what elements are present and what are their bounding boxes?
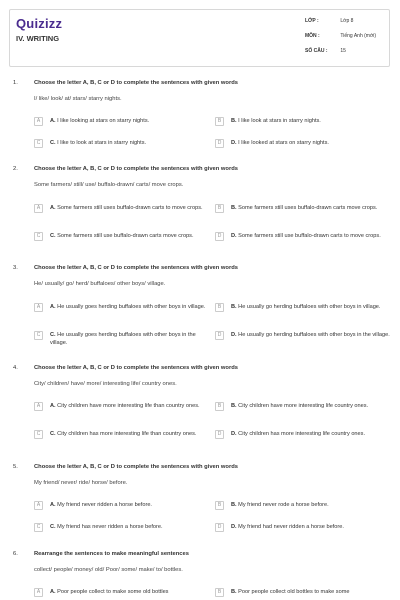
- option-text: [231, 205, 391, 213]
- question-number: 6.: [13, 551, 18, 557]
- option-letter-box[interactable]: C: [34, 232, 43, 241]
- option-label: A.: [50, 403, 56, 409]
- option-sentence: City children have more interesting life than country ones.: [57, 403, 200, 409]
- quizizz-logo: Quizizz: [16, 16, 63, 31]
- option-label: D.: [231, 140, 237, 146]
- answer-option-c[interactable]: [34, 331, 214, 351]
- option-letter-box[interactable]: B: [215, 303, 224, 312]
- worksheet-header: [9, 9, 390, 67]
- answer-option-d[interactable]: [215, 331, 395, 351]
- answer-option-c[interactable]: [34, 430, 214, 450]
- question-number: 5.: [13, 464, 18, 470]
- option-label: D.: [231, 233, 237, 239]
- option-text: [231, 524, 391, 532]
- question-prompt: He/ usually/ go/ herd/ buffaloes/ other boys/ village.: [34, 281, 166, 287]
- option-sentence: I like looked at stars on starry nights.: [238, 140, 329, 146]
- option-sentence: I like to look at stars in starry nights.: [57, 140, 147, 146]
- option-label: A.: [50, 118, 56, 124]
- answer-option-c[interactable]: [34, 523, 214, 535]
- option-sentence: Some farmers still use buffalo-drawn carts move crops.: [57, 233, 194, 239]
- answer-option-d[interactable]: [215, 430, 395, 450]
- question-instruction: Rearrange the sentences to make meaningful sentences: [34, 551, 189, 557]
- question-prompt: I/ like/ look/ at/ stars/ starry nights.: [34, 96, 122, 102]
- answer-option-c[interactable]: [34, 232, 214, 252]
- option-letter-box[interactable]: A: [34, 501, 43, 510]
- option-letter-box[interactable]: D: [215, 232, 224, 241]
- option-sentence: Some farmers still uses buffalo-drawn carts move crops.: [238, 205, 378, 211]
- option-label: B.: [231, 589, 237, 595]
- option-letter-box[interactable]: B: [215, 204, 224, 213]
- meta-subject-value: Tiếng Anh (mới): [340, 33, 376, 39]
- option-letter-box[interactable]: B: [215, 402, 224, 411]
- answer-option-b[interactable]: [215, 303, 395, 323]
- option-sentence: My friend had never ridden a horse before.: [238, 524, 344, 530]
- option-text: [231, 118, 391, 126]
- option-letter-box[interactable]: D: [215, 331, 224, 340]
- question-instruction: Choose the letter A, B, C or D to complete the sentences with given words: [34, 166, 238, 172]
- question-prompt: City/ children/ have/ more/ interesting life/ country ones.: [34, 381, 177, 387]
- option-sentence: City children has more interesting life country ones.: [238, 431, 366, 437]
- option-letter-box[interactable]: A: [34, 402, 43, 411]
- option-text: [231, 233, 391, 241]
- option-label: D.: [231, 431, 237, 437]
- answer-option-d[interactable]: [215, 139, 395, 151]
- option-label: B.: [231, 304, 237, 310]
- question-prompt: Some farmers/ still/ use/ buffalo-drawn/ carts/ move crops.: [34, 182, 184, 188]
- option-label: C.: [50, 140, 56, 146]
- answer-option-a[interactable]: [34, 204, 214, 224]
- option-label: C.: [50, 524, 56, 530]
- option-sentence: My friend never ridden a horse before.: [57, 502, 152, 508]
- option-label: C.: [50, 431, 56, 437]
- option-text: [50, 332, 210, 347]
- option-sentence: I like look at stars in starry nights.: [238, 118, 321, 124]
- option-text: [50, 304, 210, 312]
- answer-option-b[interactable]: [215, 501, 395, 513]
- question-number: 2.: [13, 166, 18, 172]
- answer-option-a[interactable]: [34, 501, 214, 513]
- option-letter-box[interactable]: C: [34, 430, 43, 439]
- option-sentence: He usually goes herding buffaloes with other boys in the village.: [50, 332, 196, 346]
- option-text: [50, 233, 210, 241]
- option-letter-box[interactable]: B: [215, 501, 224, 510]
- question-number: 1.: [13, 80, 18, 86]
- option-letter-box[interactable]: D: [215, 523, 224, 532]
- question-number: 3.: [13, 265, 18, 271]
- option-label: B.: [231, 403, 237, 409]
- question-instruction: Choose the letter A, B, C or D to complete the sentences with given words: [34, 464, 238, 470]
- option-label: C.: [50, 233, 56, 239]
- option-label: B.: [231, 502, 237, 508]
- meta-class-value: Lớp 8: [340, 18, 354, 24]
- meta-class: [305, 18, 353, 24]
- question-instruction: Choose the letter A, B, C or D to complete the sentences with given words: [34, 265, 238, 271]
- option-label: A.: [50, 304, 56, 310]
- option-text: [50, 205, 210, 213]
- option-label: D.: [231, 524, 237, 530]
- option-label: C.: [50, 332, 56, 338]
- option-sentence: He usually go herding buffaloes with other boys in the village.: [238, 332, 390, 338]
- answer-option-d[interactable]: [215, 232, 395, 252]
- option-letter-box[interactable]: C: [34, 523, 43, 532]
- option-label: B.: [231, 118, 237, 124]
- question-instruction: Choose the letter A, B, C or D to complete the sentences with given words: [34, 365, 238, 371]
- option-letter-box[interactable]: C: [34, 331, 43, 340]
- option-sentence: My friend has never ridden a horse before.: [57, 524, 163, 530]
- answer-option-b[interactable]: [215, 402, 395, 422]
- answer-option-b[interactable]: [215, 204, 395, 224]
- answer-option-a[interactable]: [34, 402, 214, 422]
- option-letter-box[interactable]: A: [34, 117, 43, 126]
- option-text: [231, 304, 391, 312]
- option-sentence: City children has more interesting life than country ones.: [57, 431, 197, 437]
- option-label: A.: [50, 502, 56, 508]
- option-sentence: Some farmers still use buffalo-drawn carts to move crops.: [238, 233, 381, 239]
- meta-count: [305, 48, 346, 54]
- question-prompt: collect/ people/ money/ old/ Poor/ some/ make/ to/ bottles.: [34, 567, 183, 573]
- option-sentence: My friend never rode a horse before.: [238, 502, 329, 508]
- option-sentence: Some farmers still uses buffalo-drawn carts to move crops.: [57, 205, 203, 211]
- option-letter-box[interactable]: C: [34, 139, 43, 148]
- answer-option-a[interactable]: [34, 588, 214, 600]
- option-sentence: Poor people collect to make some old bottles: [57, 589, 169, 595]
- option-label: A.: [50, 589, 56, 595]
- option-text: [50, 524, 210, 532]
- answer-option-b[interactable]: [215, 588, 395, 600]
- option-text: [50, 502, 210, 510]
- option-letter-box[interactable]: D: [215, 430, 224, 439]
- option-sentence: He usually goes herding buffaloes with other boys in village.: [57, 304, 206, 310]
- option-sentence: City children have more interesting life country ones.: [238, 403, 369, 409]
- meta-subject-key: MÔN :: [305, 33, 320, 39]
- option-text: [50, 403, 210, 411]
- answer-option-a[interactable]: [34, 117, 214, 129]
- answer-option-a[interactable]: [34, 303, 214, 323]
- question-instruction: Choose the letter A, B, C or D to complete the sentences with given words: [34, 80, 238, 86]
- meta-class-key: LỚP :: [305, 18, 319, 24]
- option-letter-box[interactable]: A: [34, 588, 43, 597]
- option-letter-box[interactable]: A: [34, 303, 43, 312]
- meta-count-value: 15: [340, 48, 346, 54]
- option-text: [231, 431, 391, 439]
- option-text: [231, 589, 391, 597]
- option-label: B.: [231, 205, 237, 211]
- meta-subject: [305, 33, 376, 39]
- option-text: [231, 403, 391, 411]
- option-letter-box[interactable]: B: [215, 117, 224, 126]
- option-text: [231, 332, 391, 340]
- option-text: [50, 589, 210, 597]
- option-text: [231, 502, 391, 510]
- option-label: D.: [231, 332, 237, 338]
- option-sentence: Poor people collect old bottles to make some: [238, 589, 350, 595]
- option-label: A.: [50, 205, 56, 211]
- option-sentence: I like looking at stars on starry nights.: [57, 118, 150, 124]
- option-text: [231, 140, 391, 148]
- section-title: IV. WRITING: [16, 34, 60, 43]
- option-letter-box[interactable]: A: [34, 204, 43, 213]
- question-prompt: My friend/ never/ ride/ horse/ before.: [34, 480, 128, 486]
- option-text: [50, 118, 210, 126]
- option-text: [50, 431, 210, 439]
- option-letter-box[interactable]: B: [215, 588, 224, 597]
- answer-option-b[interactable]: [215, 117, 395, 129]
- meta-count-key: SỐ CÂU :: [305, 48, 328, 54]
- option-sentence: He usually go herding buffaloes with other boys in village.: [238, 304, 381, 310]
- answer-option-c[interactable]: [34, 139, 214, 151]
- option-letter-box[interactable]: D: [215, 139, 224, 148]
- option-text: [50, 140, 210, 148]
- answer-option-d[interactable]: [215, 523, 395, 535]
- question-number: 4.: [13, 365, 18, 371]
